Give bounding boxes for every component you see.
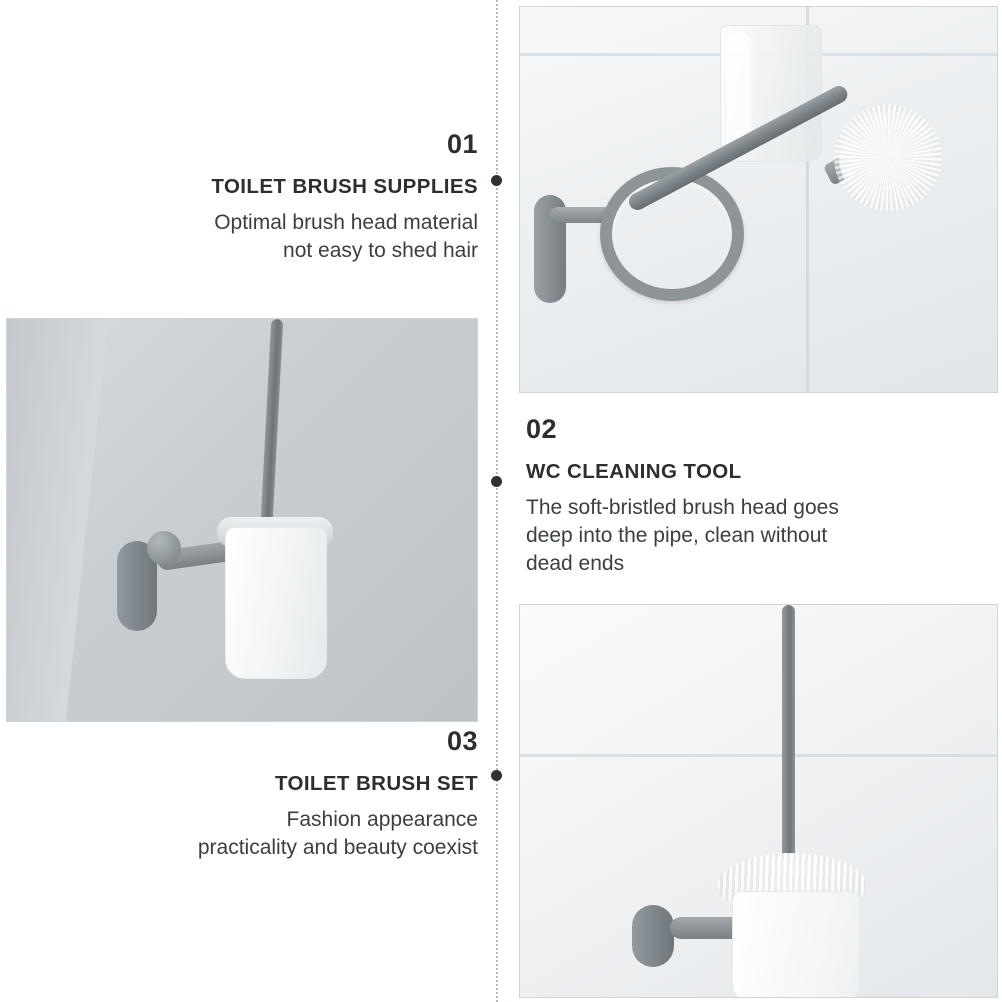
feature-block-01 xyxy=(40,130,478,265)
feature-headline-03: TOILET BRUSH SET xyxy=(274,771,478,795)
feature-number-03: 03 xyxy=(446,726,478,756)
brush-rod xyxy=(782,605,795,873)
product-photo-01 xyxy=(519,6,998,393)
feature-body-line: dead ends xyxy=(526,551,625,575)
feature-body-line: practicality and beauty coexist xyxy=(197,836,478,860)
feature-body-line: The soft-bristled brush head goes xyxy=(526,496,839,520)
product-photo-03 xyxy=(519,604,998,998)
wall-flange xyxy=(632,905,674,967)
holder-joint xyxy=(147,531,181,565)
timeline-node-02 xyxy=(491,476,502,487)
timeline-node-01 xyxy=(491,175,502,186)
feature-body-line: not easy to shed hair xyxy=(283,239,478,263)
tile-seam-horizontal xyxy=(520,754,997,757)
feature-block-03 xyxy=(40,727,478,862)
feature-body-03 xyxy=(40,806,478,861)
feature-headline-02: WC CLEANING TOOL xyxy=(526,459,742,483)
timeline-node-03 xyxy=(491,770,502,781)
feature-number-02: 02 xyxy=(526,414,558,444)
feature-body-line: Fashion appearance xyxy=(286,808,478,832)
feature-body-line: Optimal brush head material xyxy=(214,211,478,235)
feature-body-02 xyxy=(526,494,966,577)
frosted-cup xyxy=(225,527,327,679)
feature-body-line: deep into the pipe, clean without xyxy=(526,524,828,548)
feature-block-02 xyxy=(526,415,966,577)
feature-number-01: 01 xyxy=(446,129,478,159)
frosted-cup xyxy=(732,891,860,998)
product-photo-02 xyxy=(6,318,478,722)
feature-headline-01: TOILET BRUSH SUPPLIES xyxy=(211,174,478,198)
timeline-divider xyxy=(496,0,500,1002)
brush-head xyxy=(840,111,936,205)
feature-body-01 xyxy=(40,209,478,264)
